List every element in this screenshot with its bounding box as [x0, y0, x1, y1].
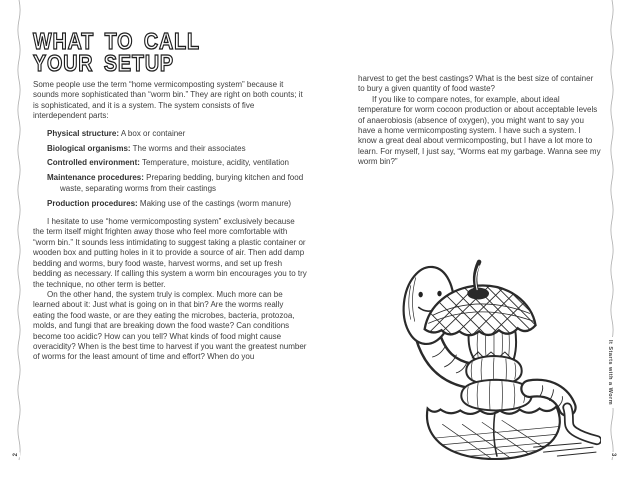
part-term: Controlled environment:: [47, 158, 140, 168]
page-number-left: 2: [13, 453, 19, 457]
intro-paragraph: Some people use the term “home vermicomposting system” because it sounds more sophisticated than “worm bin.” They are right on both counts; it is sophisticated, and it is a system. The system consists of five interdependent parts:: [33, 80, 303, 121]
chapter-title-line-2: YOUR SETUP: [33, 50, 174, 76]
margin-chapter-label: It Starts with a Worm: [606, 337, 614, 408]
body-paragraph: If you like to compare notes, for example, about ideal temperature for worm cocoon production or about acceptable levels of anaerobiosis (absence of oxygen), you might want to say you have a home vermicomposting system. I have such a system. I know a great deal about vermicomposting, but I have a lot more to learn. For myself, I just say, “Worms eat my garbage. Wanna see my worm bin?”: [358, 94, 601, 167]
part-desc: Preparing bedding, burying kitchen and food waste, separating worms from their castings: [60, 173, 304, 193]
part-term: Production procedures:: [47, 198, 138, 208]
chapter-title: [33, 30, 263, 74]
part-item: [33, 158, 307, 168]
body-paragraph: I hesitate to use “home vermicomposting system” exclusively because the term itself might frighten away those who feel more comfortable with “worm bin.” It sounds less intimidating to suggest taking a plastic container or wooden box and putting holes in it to provide a source of air. Then add damp bedding and worms, bury food waste, harvest worms, and set up fresh bedding as necessary. If calling this system a worm bin encourages you to try the technique, no other term is better.: [33, 217, 307, 289]
part-desc: Making use of the castings (worm manure): [139, 198, 292, 208]
page-deckle-edge-left: [15, 0, 23, 480]
worm-apple-illustration: [383, 246, 601, 460]
right-page: [358, 74, 601, 168]
part-item: [33, 199, 307, 209]
left-page: [33, 30, 307, 363]
part-term: Maintenance procedures:: [47, 173, 144, 183]
body-paragraph: On the other hand, the system truly is complex. Much more can be learned about it: Just what is going on in that bin? Are the worms really eating the food waste, or are they eating the microbes, bacteria, protozoa, molds, and fungi that are breaking down the food waste? Can conditions become too acidic? How can you tell? What kinds of food might cause overacidity? When is the best time to harvest if you want the greatest number of worms for the least amount of time and effort? When do you: [33, 289, 307, 362]
part-term: Physical structure:: [47, 128, 120, 138]
parts-list: [33, 129, 307, 209]
part-desc: The worms and their associates: [132, 143, 246, 153]
part-desc: A box or container: [120, 128, 186, 138]
page-number-right: 3: [610, 453, 616, 457]
part-item: [33, 173, 307, 194]
chapter-title-line-1: WHAT TO CALL: [33, 28, 200, 54]
part-term: Biological organisms:: [47, 143, 131, 153]
part-item: [33, 144, 307, 154]
body-paragraph: harvest to get the best castings? What is the best size of container to bury a given quantity of food waste?: [358, 74, 594, 94]
part-desc: Temperature, moisture, acidity, ventilation: [141, 158, 289, 168]
part-item: [33, 129, 307, 139]
